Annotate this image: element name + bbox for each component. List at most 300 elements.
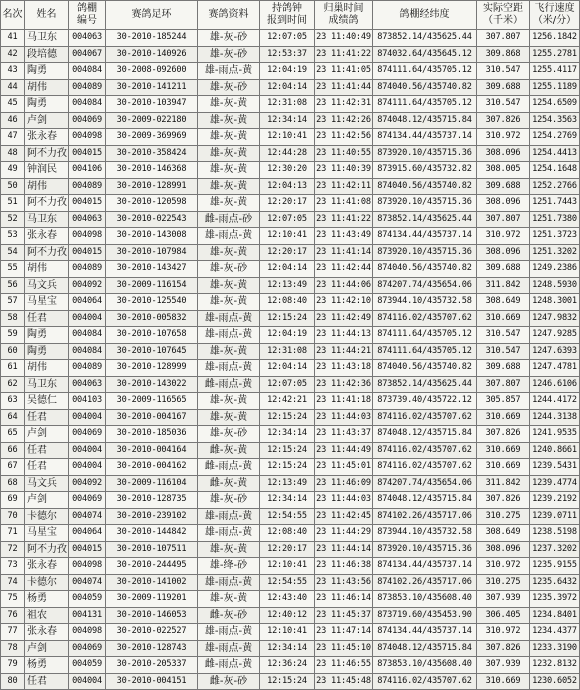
table-row (1, 178, 580, 195)
cell-distance: 309.688 (477, 79, 530, 96)
cell-loft-id: 004074 (69, 508, 106, 525)
cell-coordinates: 874207.74/435654.06 (373, 277, 477, 294)
cell-rank: 74 (1, 574, 25, 591)
cell-speed: 1255.1189 (530, 79, 580, 96)
cell-loft-id: 004067 (69, 46, 106, 63)
cell-speed: 1239.5431 (530, 459, 580, 476)
cell-clock-time: 12:15:24 (260, 442, 315, 459)
cell-distance: 307.807 (477, 376, 530, 393)
table-row (1, 129, 580, 146)
cell-ring-number: 30-2010-146053 (106, 607, 198, 624)
cell-loft-id: 004063 (69, 376, 106, 393)
cell-coordinates: 874040.56/435740.82 (373, 79, 477, 96)
cell-name: 张永春 (25, 624, 69, 641)
cell-ring-number: 30-2010-143427 (106, 261, 198, 278)
cell-name: 杨勇 (25, 591, 69, 608)
cell-bird-info: 雄-灰-砂 (198, 30, 260, 47)
cell-coordinates: 873852.14/435625.44 (373, 376, 477, 393)
cell-clock-time: 12:30:20 (260, 162, 315, 179)
cell-arrival-time: 23 11:46:09 (315, 475, 373, 492)
cell-coordinates: 874048.12/435715.84 (373, 426, 477, 443)
cell-coordinates: 874040.56/435740.82 (373, 261, 477, 278)
cell-speed: 1251.7380 (530, 211, 580, 228)
cell-loft-id: 004098 (69, 558, 106, 575)
cell-coordinates: 874048.12/435715.84 (373, 492, 477, 509)
cell-loft-id: 004069 (69, 492, 106, 509)
cell-coordinates: 873944.10/435732.58 (373, 525, 477, 542)
cell-ring-number: 30-2010-005832 (106, 310, 198, 327)
cell-clock-time: 12:54:55 (260, 508, 315, 525)
cell-bird-info: 雄-灰-黄 (198, 96, 260, 113)
cell-speed: 1252.2766 (530, 178, 580, 195)
cell-arrival-time: 23 11:44:29 (315, 525, 373, 542)
column-header-distance: 实际空距 （千米） (477, 1, 530, 30)
cell-coordinates: 874111.64/435705.12 (373, 343, 477, 360)
cell-arrival-time: 23 11:42:44 (315, 261, 373, 278)
table-row (1, 244, 580, 261)
cell-speed: 1244.3138 (530, 409, 580, 426)
cell-coordinates: 874116.02/435707.62 (373, 409, 477, 426)
table-row (1, 673, 580, 690)
cell-speed: 1247.9832 (530, 310, 580, 327)
cell-distance: 310.275 (477, 574, 530, 591)
table-row (1, 310, 580, 327)
cell-clock-time: 12:04:14 (260, 261, 315, 278)
cell-clock-time: 12:08:40 (260, 294, 315, 311)
cell-name: 任君 (25, 310, 69, 327)
cell-bird-info: 雄-雨点-黄 (198, 525, 260, 542)
cell-coordinates: 874102.26/435717.06 (373, 508, 477, 525)
cell-clock-time: 12:04:14 (260, 79, 315, 96)
cell-distance: 305.857 (477, 393, 530, 410)
cell-distance: 308.096 (477, 244, 530, 261)
cell-arrival-time: 23 11:43:56 (315, 574, 373, 591)
cell-bird-info: 雄-雨点-黄 (198, 327, 260, 344)
cell-loft-id: 004004 (69, 442, 106, 459)
column-header-rank: 名次 (1, 1, 25, 30)
cell-rank: 57 (1, 294, 25, 311)
cell-speed: 1254.2769 (530, 129, 580, 146)
cell-ring-number: 30-2010-128735 (106, 492, 198, 509)
cell-arrival-time: 23 11:45:48 (315, 673, 373, 690)
cell-clock-time: 12:10:41 (260, 624, 315, 641)
cell-distance: 307.826 (477, 640, 530, 657)
cell-rank: 76 (1, 607, 25, 624)
table-row (1, 30, 580, 47)
table-row (1, 541, 580, 558)
cell-arrival-time: 23 11:42:11 (315, 178, 373, 195)
cell-loft-id: 004084 (69, 96, 106, 113)
cell-clock-time: 12:53:37 (260, 46, 315, 63)
cell-speed: 1237.3202 (530, 541, 580, 558)
cell-rank: 66 (1, 442, 25, 459)
cell-loft-id: 004084 (69, 343, 106, 360)
table-row (1, 607, 580, 624)
cell-distance: 307.826 (477, 492, 530, 509)
cell-coordinates: 874040.56/435740.82 (373, 178, 477, 195)
cell-rank: 47 (1, 129, 25, 146)
cell-distance: 310.669 (477, 409, 530, 426)
cell-rank: 69 (1, 492, 25, 509)
cell-ring-number: 30-2008-092600 (106, 63, 198, 80)
cell-bird-info: 雄-灰-砂 (198, 426, 260, 443)
cell-ring-number: 30-2009-369969 (106, 129, 198, 146)
cell-clock-time: 12:31:08 (260, 343, 315, 360)
cell-loft-id: 004089 (69, 79, 106, 96)
cell-rank: 44 (1, 79, 25, 96)
cell-loft-id: 004089 (69, 178, 106, 195)
cell-rank: 61 (1, 360, 25, 377)
cell-speed: 1235.3972 (530, 591, 580, 608)
table-row (1, 294, 580, 311)
cell-ring-number: 30-2010-120598 (106, 195, 198, 212)
cell-speed: 1241.9535 (530, 426, 580, 443)
cell-coordinates: 873739.40/435722.12 (373, 393, 477, 410)
cell-name: 马卫东 (25, 211, 69, 228)
cell-arrival-time: 23 11:43:18 (315, 360, 373, 377)
cell-arrival-time: 23 11:46:55 (315, 657, 373, 674)
cell-rank: 42 (1, 46, 25, 63)
cell-name: 张永春 (25, 558, 69, 575)
cell-speed: 1247.4781 (530, 360, 580, 377)
cell-clock-time: 12:08:40 (260, 525, 315, 542)
cell-coordinates: 874102.26/435717.06 (373, 574, 477, 591)
cell-rank: 59 (1, 327, 25, 344)
cell-ring-number: 30-2010-004167 (106, 409, 198, 426)
cell-speed: 1251.3723 (530, 228, 580, 245)
table-row (1, 640, 580, 657)
cell-arrival-time: 23 11:41:22 (315, 46, 373, 63)
cell-rank: 63 (1, 393, 25, 410)
cell-bird-info: 雄-灰-黄 (198, 541, 260, 558)
cell-name: 阿不力孜 (25, 244, 69, 261)
table-row (1, 360, 580, 377)
cell-distance: 310.972 (477, 624, 530, 641)
cell-distance: 307.826 (477, 426, 530, 443)
cell-rank: 52 (1, 211, 25, 228)
cell-name: 阿不力孜 (25, 145, 69, 162)
cell-bird-info: 雄-灰-黄 (198, 277, 260, 294)
cell-ring-number: 30-2010-141002 (106, 574, 198, 591)
cell-clock-time: 12:15:24 (260, 310, 315, 327)
cell-speed: 1233.3190 (530, 640, 580, 657)
cell-bird-info: 雄-灰-黄 (198, 591, 260, 608)
column-header-name: 姓名 (25, 1, 69, 30)
cell-clock-time: 12:07:05 (260, 30, 315, 47)
cell-clock-time: 12:10:41 (260, 228, 315, 245)
cell-speed: 1248.5930 (530, 277, 580, 294)
cell-ring-number: 30-2009-119201 (106, 591, 198, 608)
cell-arrival-time: 23 11:41:22 (315, 211, 373, 228)
cell-speed: 1256.1842 (530, 30, 580, 47)
cell-coordinates: 874134.44/435737.14 (373, 558, 477, 575)
cell-name: 陶勇 (25, 63, 69, 80)
cell-loft-id: 004059 (69, 657, 106, 674)
cell-arrival-time: 23 11:42:31 (315, 96, 373, 113)
cell-distance: 310.972 (477, 129, 530, 146)
cell-speed: 1255.2781 (530, 46, 580, 63)
cell-bird-info: 雄-雨点-黄 (198, 574, 260, 591)
cell-speed: 1249.2386 (530, 261, 580, 278)
cell-distance: 307.807 (477, 211, 530, 228)
cell-loft-id: 004098 (69, 129, 106, 146)
cell-loft-id: 004092 (69, 277, 106, 294)
cell-bird-info: 雄-灰-黄 (198, 244, 260, 261)
cell-clock-time: 12:15:24 (260, 409, 315, 426)
cell-name: 张永春 (25, 129, 69, 146)
cell-bird-info: 雌-雨点-黄 (198, 376, 260, 393)
cell-coordinates: 873920.10/435715.36 (373, 244, 477, 261)
cell-rank: 53 (1, 228, 25, 245)
cell-speed: 1239.4774 (530, 475, 580, 492)
cell-distance: 310.669 (477, 459, 530, 476)
cell-name: 胡伟 (25, 79, 69, 96)
cell-ring-number: 30-2010-022543 (106, 211, 198, 228)
cell-ring-number: 30-2010-022527 (106, 624, 198, 641)
column-header-ring-number: 赛鸽足环 (106, 1, 198, 30)
column-header-bird-info: 赛鸽资料 (198, 1, 260, 30)
cell-loft-id: 004084 (69, 327, 106, 344)
cell-distance: 307.807 (477, 30, 530, 47)
cell-coordinates: 874134.44/435737.14 (373, 228, 477, 245)
cell-coordinates: 873920.10/435715.36 (373, 541, 477, 558)
cell-rank: 71 (1, 525, 25, 542)
cell-coordinates: 874032.64/435645.12 (373, 46, 477, 63)
cell-loft-id: 004004 (69, 409, 106, 426)
cell-loft-id: 004069 (69, 426, 106, 443)
cell-speed: 1247.9285 (530, 327, 580, 344)
cell-coordinates: 873944.10/435732.58 (373, 294, 477, 311)
cell-arrival-time: 23 11:45:37 (315, 607, 373, 624)
cell-name: 胡伟 (25, 360, 69, 377)
cell-loft-id: 004106 (69, 162, 106, 179)
table-row (1, 145, 580, 162)
cell-loft-id: 004092 (69, 475, 106, 492)
cell-coordinates: 874116.02/435707.62 (373, 459, 477, 476)
cell-speed: 1238.5198 (530, 525, 580, 542)
cell-coordinates: 874134.44/435737.14 (373, 624, 477, 641)
cell-distance: 311.842 (477, 277, 530, 294)
table-row (1, 574, 580, 591)
cell-name: 卡德尔 (25, 574, 69, 591)
cell-ring-number: 30-2009-022180 (106, 112, 198, 129)
cell-speed: 1234.8401 (530, 607, 580, 624)
cell-coordinates: 873853.10/435608.40 (373, 591, 477, 608)
cell-speed: 1251.3202 (530, 244, 580, 261)
cell-clock-time: 12:15:24 (260, 673, 315, 690)
cell-speed: 1246.6106 (530, 376, 580, 393)
cell-clock-time: 12:04:19 (260, 63, 315, 80)
cell-loft-id: 004063 (69, 30, 106, 47)
cell-speed: 1251.7443 (530, 195, 580, 212)
cell-coordinates: 874111.64/435705.12 (373, 63, 477, 80)
cell-rank: 43 (1, 63, 25, 80)
cell-distance: 310.547 (477, 343, 530, 360)
cell-clock-time: 12:20:17 (260, 244, 315, 261)
cell-distance: 309.868 (477, 46, 530, 63)
table-row (1, 492, 580, 509)
header-row (1, 1, 580, 30)
cell-ring-number: 30-2010-239102 (106, 508, 198, 525)
cell-clock-time: 12:34:14 (260, 492, 315, 509)
cell-bird-info: 雄-灰-黄 (198, 195, 260, 212)
cell-bird-info: 雄-灰-黄 (198, 409, 260, 426)
cell-distance: 308.649 (477, 525, 530, 542)
cell-ring-number: 30-2009-116565 (106, 393, 198, 410)
cell-coordinates: 873915.60/435732.82 (373, 162, 477, 179)
cell-distance: 310.547 (477, 96, 530, 113)
cell-rank: 41 (1, 30, 25, 47)
cell-bird-info: 雌-灰-黄 (198, 442, 260, 459)
cell-bird-info: 雌-雨点-黄 (198, 459, 260, 476)
cell-rank: 48 (1, 145, 25, 162)
cell-clock-time: 12:10:41 (260, 129, 315, 146)
cell-ring-number: 30-2010-125540 (106, 294, 198, 311)
cell-rank: 72 (1, 541, 25, 558)
cell-rank: 78 (1, 640, 25, 657)
cell-arrival-time: 23 11:41:14 (315, 244, 373, 261)
cell-speed: 1254.6509 (530, 96, 580, 113)
cell-coordinates: 874048.12/435715.84 (373, 112, 477, 129)
cell-clock-time: 12:34:14 (260, 640, 315, 657)
cell-rank: 80 (1, 673, 25, 690)
cell-speed: 1230.6052 (530, 673, 580, 690)
cell-bird-info: 雌-灰-砂 (198, 607, 260, 624)
cell-ring-number: 30-2010-146368 (106, 162, 198, 179)
cell-arrival-time: 23 11:44:06 (315, 277, 373, 294)
cell-loft-id: 004089 (69, 261, 106, 278)
cell-rank: 46 (1, 112, 25, 129)
cell-ring-number: 30-2009-116154 (106, 277, 198, 294)
cell-distance: 310.669 (477, 442, 530, 459)
cell-speed: 1235.6432 (530, 574, 580, 591)
cell-name: 任君 (25, 459, 69, 476)
cell-ring-number: 30-2010-107511 (106, 541, 198, 558)
cell-ring-number: 30-2010-141211 (106, 79, 198, 96)
cell-name: 马卫东 (25, 30, 69, 47)
cell-bird-info: 雄-灰-黄 (198, 343, 260, 360)
cell-rank: 58 (1, 310, 25, 327)
cell-bird-info: 雄-灰-黄 (198, 178, 260, 195)
cell-name: 卢剑 (25, 112, 69, 129)
cell-name: 卢剑 (25, 492, 69, 509)
cell-rank: 50 (1, 178, 25, 195)
cell-name: 卢剑 (25, 640, 69, 657)
cell-loft-id: 004059 (69, 591, 106, 608)
cell-speed: 1254.1648 (530, 162, 580, 179)
cell-name: 陶勇 (25, 343, 69, 360)
cell-rank: 60 (1, 343, 25, 360)
table-row (1, 228, 580, 245)
table-row (1, 426, 580, 443)
cell-arrival-time: 23 11:41:18 (315, 393, 373, 410)
cell-ring-number: 30-2010-144842 (106, 525, 198, 542)
cell-distance: 310.275 (477, 508, 530, 525)
cell-arrival-time: 23 11:47:14 (315, 624, 373, 641)
cell-coordinates: 873853.10/435608.40 (373, 657, 477, 674)
cell-name: 阿不力孜 (25, 541, 69, 558)
table-row (1, 409, 580, 426)
cell-rank: 70 (1, 508, 25, 525)
cell-speed: 1244.4172 (530, 393, 580, 410)
cell-clock-time: 12:31:08 (260, 96, 315, 113)
cell-loft-id: 004064 (69, 525, 106, 542)
cell-ring-number: 30-2010-004162 (106, 459, 198, 476)
table-row (1, 508, 580, 525)
cell-distance: 310.972 (477, 558, 530, 575)
cell-clock-time: 12:04:14 (260, 360, 315, 377)
table-row (1, 79, 580, 96)
cell-clock-time: 12:04:19 (260, 327, 315, 344)
column-header-arrival-time: 归巢时间 成绩鸽 (315, 1, 373, 30)
cell-name: 任君 (25, 442, 69, 459)
table-body (1, 30, 580, 690)
cell-ring-number: 30-2010-107984 (106, 244, 198, 261)
cell-arrival-time: 23 11:44:21 (315, 343, 373, 360)
cell-rank: 79 (1, 657, 25, 674)
cell-clock-time: 12:44:28 (260, 145, 315, 162)
cell-ring-number: 30-2010-004164 (106, 442, 198, 459)
cell-name: 马星宝 (25, 294, 69, 311)
cell-arrival-time: 23 11:46:38 (315, 558, 373, 575)
table-row (1, 162, 580, 179)
cell-name: 祖农 (25, 607, 69, 624)
cell-arrival-time: 23 11:45:01 (315, 459, 373, 476)
table-row (1, 393, 580, 410)
table-row (1, 459, 580, 476)
cell-speed: 1248.3001 (530, 294, 580, 311)
cell-distance: 308.096 (477, 541, 530, 558)
cell-ring-number: 30-2010-143008 (106, 228, 198, 245)
cell-coordinates: 874134.44/435737.14 (373, 129, 477, 146)
cell-arrival-time: 23 11:44:13 (315, 327, 373, 344)
cell-name: 任君 (25, 409, 69, 426)
cell-clock-time: 12:15:24 (260, 459, 315, 476)
cell-bird-info: 雄-灰-砂 (198, 46, 260, 63)
cell-clock-time: 12:42:21 (260, 393, 315, 410)
cell-arrival-time: 23 11:44:03 (315, 492, 373, 509)
cell-loft-id: 004064 (69, 294, 106, 311)
cell-name: 张永春 (25, 228, 69, 245)
cell-clock-time: 12:20:17 (260, 541, 315, 558)
cell-ring-number: 30-2010-107645 (106, 343, 198, 360)
cell-name: 阿不力孜 (25, 195, 69, 212)
cell-name: 马卫东 (25, 376, 69, 393)
table-row (1, 376, 580, 393)
cell-rank: 55 (1, 261, 25, 278)
table-row (1, 475, 580, 492)
cell-distance: 306.405 (477, 607, 530, 624)
cell-name: 陶勇 (25, 96, 69, 113)
cell-bird-info: 雄-雨点-黄 (198, 508, 260, 525)
cell-clock-time: 12:40:12 (260, 607, 315, 624)
cell-name: 吴德仁 (25, 393, 69, 410)
cell-bird-info: 雄-雨点-黄 (198, 310, 260, 327)
cell-distance: 310.669 (477, 310, 530, 327)
cell-rank: 45 (1, 96, 25, 113)
cell-speed: 1239.2192 (530, 492, 580, 509)
cell-distance: 308.005 (477, 162, 530, 179)
cell-loft-id: 004069 (69, 112, 106, 129)
cell-rank: 62 (1, 376, 25, 393)
cell-bird-info: 雄-雨点-黄 (198, 624, 260, 641)
table-row (1, 211, 580, 228)
cell-distance: 310.547 (477, 327, 530, 344)
column-header-clock-time: 持鸽钟 报到时间 (260, 1, 315, 30)
cell-loft-id: 004089 (69, 360, 106, 377)
table-row (1, 195, 580, 212)
cell-loft-id: 004015 (69, 145, 106, 162)
